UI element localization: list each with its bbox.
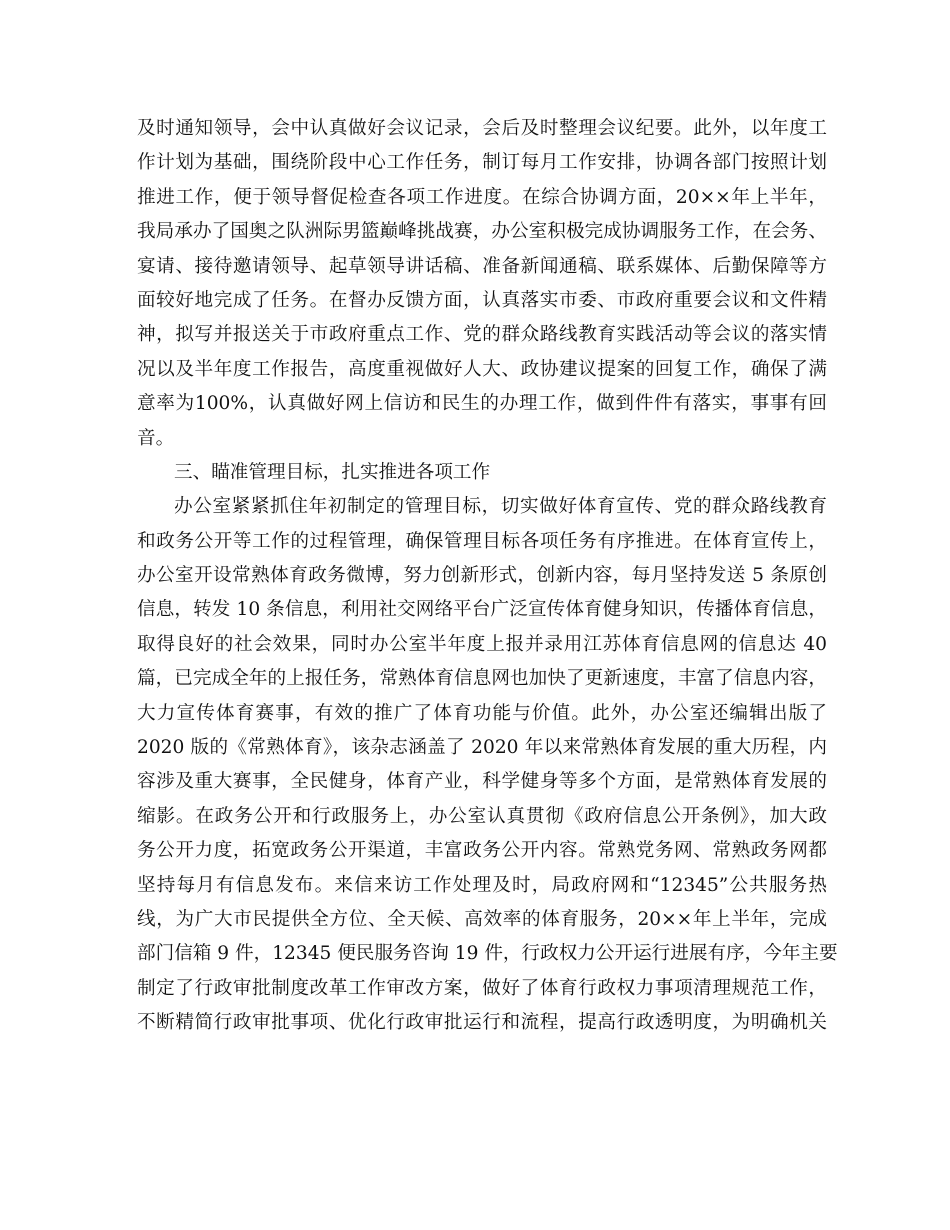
text-line: 制定了行政审批制度改革工作审改方案，做好了体育行政权力事项清理规范工作， [137,977,827,999]
text-line: 线，为广大市民提供全方位、全天候、高效率的体育服务，20××年上半年，完成 [137,908,827,930]
text-line: 2020 版的《常熟体育》，该杂志涵盖了 2020 年以来常熟体育发展的重大历程，内 [137,737,827,759]
text-line: 宴请、接待邀请领导、起草领导讲话稿、准备新闻通稿、联系媒体、后勤保障等方 [137,255,827,277]
text-line: 音。 [137,427,175,449]
text-line: 不断精简行政审批事项、优化行政审批运行和流程，提高行政透明度，为明确机关 [137,1012,827,1034]
text-line: 三、瞄准管理目标，扎实推进各项工作 [174,461,491,483]
text-line: 作计划为基础，围绕阶段中心工作任务，制订每月工作安排，协调各部门按照计划 [137,152,827,174]
text-line: 部门信箱 9 件，12345 便民服务咨询 19 件，行政权力公开运行进展有序，今年主要 [137,943,838,965]
text-line: 推进工作，便于领导督促检查各项工作进度。在综合协调方面，20××年上半年， [137,186,827,208]
text-line: 容涉及重大赛事，全民健身，体育产业，科学健身等多个方面，是常熟体育发展的 [137,771,827,793]
text-line: 我局承办了国奥之队洲际男篮巅峰挑战赛，办公室积极完成协调服务工作，在会务、 [137,221,827,243]
text-line: 篇，已完成全年的上报任务，常熟体育信息网也加快了更新速度，丰富了信息内容， [137,668,827,690]
text-line: 况以及半年度工作报告，高度重视做好人大、政协建议提案的回复工作，确保了满 [137,358,827,380]
document-body [137,112,838,1041]
text-line: 办公室紧紧抓住年初制定的管理目标，切实做好体育宣传、党的群众路线教育 [174,496,827,518]
text-line: 神，拟写并报送关于市政府重点工作、党的群众路线教育实践活动等会议的落实情 [137,324,827,346]
text-line: 大力宣传体育赛事，有效的推广了体育功能与价值。此外，办公室还编辑出版了 [137,702,827,724]
text-line: 面较好地完成了任务。在督办反馈方面，认真落实市委、市政府重要会议和文件精 [137,289,827,311]
text-line: 信息，转发 10 条信息，利用社交网络平台广泛宣传体育健身知识，传播体育信息， [137,599,827,621]
text-line: 坚持每月有信息发布。来信来访工作处理及时，局政府网和“12345”公共服务热 [137,874,827,896]
text-line: 意率为100%，认真做好网上信访和民生的办理工作，做到件件有落实，事事有回 [137,393,827,415]
text-line: 取得良好的社会效果，同时办公室半年度上报并录用江苏体育信息网的信息达 40 [137,633,827,655]
text-line: 及时通知领导，会中认真做好会议记录，会后及时整理会议纪要。此外，以年度工 [137,118,827,139]
text-line: 缩影。在政务公开和行政服务上，办公室认真贯彻《政府信息公开条例》，加大政 [137,805,827,827]
text-line: 办公室开设常熟体育政务微博，努力创新形式，创新内容，每月坚持发送 5 条原创 [137,565,827,587]
text-line: 和政务公开等工作的过程管理，确保管理目标各项任务有序推进。在体育宣传上， [137,530,827,552]
text-line: 务公开力度，拓宽政务公开渠道，丰富政务公开内容。常熟党务网、常熟政务网都 [137,840,827,862]
